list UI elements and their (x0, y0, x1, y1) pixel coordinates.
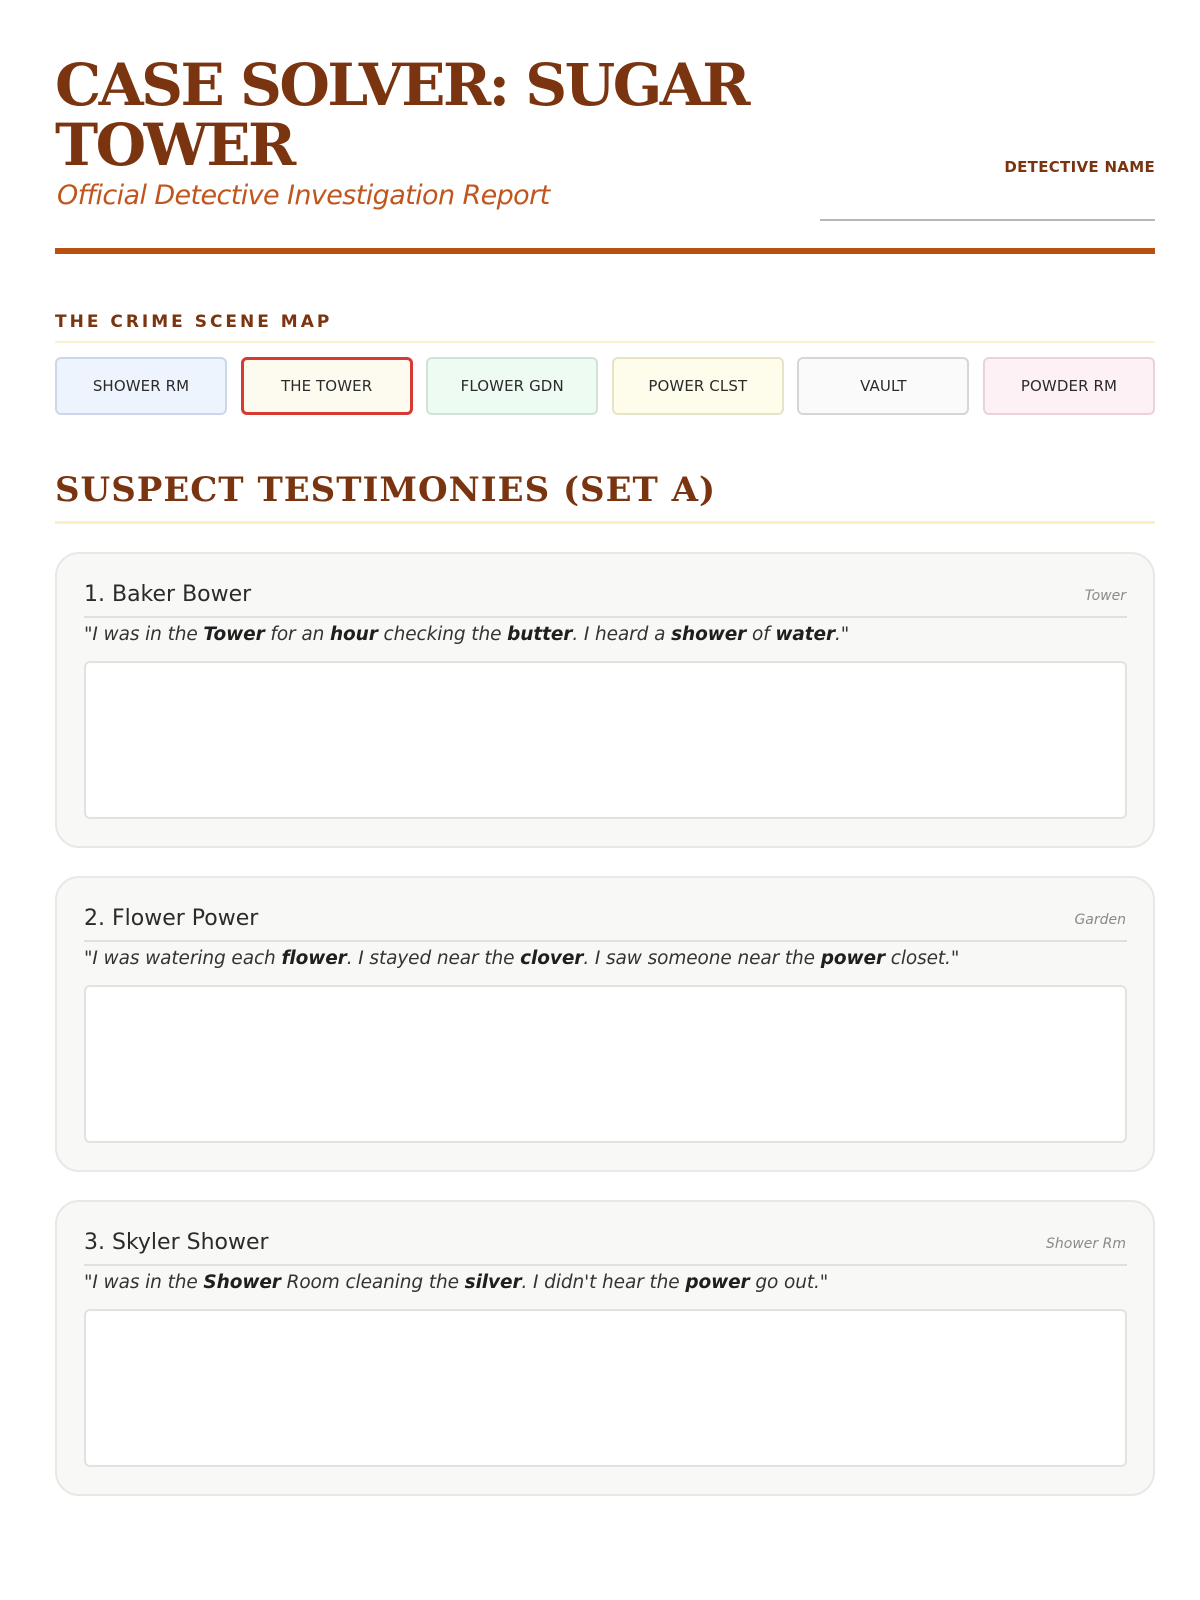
page-title: CASE SOLVER: SUGAR TOWER (55, 51, 748, 179)
quote-keyword: clover (520, 948, 584, 969)
testimony-card (55, 1200, 1155, 1496)
testimonies-divider (55, 521, 1155, 524)
quote-text: "I was in the (84, 624, 204, 645)
quote-keyword: butter (507, 624, 573, 645)
quote-text: . I stayed near the (346, 948, 521, 969)
quote-keyword: power (685, 1272, 750, 1293)
header-divider (55, 248, 1155, 254)
quote-text: of (746, 624, 776, 645)
quote-text: . I didn't hear the (521, 1272, 686, 1293)
suspect-quote (84, 624, 849, 645)
detective-name-label: DETECTIVE NAME (1004, 158, 1155, 176)
map-divider (55, 341, 1155, 343)
card-divider (84, 1264, 1127, 1266)
suspect-location: Tower (1084, 588, 1126, 604)
quote-keyword: Shower (203, 1272, 281, 1293)
suspect-name: 1. Baker Bower (84, 582, 252, 607)
quote-text: . I saw someone near the (583, 948, 821, 969)
suspect-quote (84, 948, 959, 969)
card-divider (84, 940, 1127, 942)
quote-text: "I was in the (84, 1272, 204, 1293)
worksheet-page (55, 0, 1155, 1600)
quote-text: . I heard a (572, 624, 672, 645)
testimony-card (55, 876, 1155, 1172)
quote-keyword: power (820, 948, 885, 969)
suspect-location: Garden (1074, 912, 1126, 928)
crime-scene-map (55, 357, 1155, 415)
crime-scene-map-heading: THE CRIME SCENE MAP (55, 312, 333, 332)
notes-box[interactable] (84, 985, 1127, 1143)
room-shower-rm: SHOWER RM (55, 357, 227, 415)
card-divider (84, 616, 1127, 618)
suspect-location: Shower Rm (1046, 1236, 1126, 1252)
testimony-card (55, 552, 1155, 848)
quote-text: go out." (749, 1272, 829, 1293)
quote-keyword: water (775, 624, 835, 645)
quote-text: Room cleaning the (280, 1272, 465, 1293)
suspect-name: 2. Flower Power (84, 906, 259, 931)
quote-keyword: hour (329, 624, 378, 645)
quote-keyword: flower (281, 948, 347, 969)
room-flower-gdn: FLOWER GDN (426, 357, 598, 415)
room-power-clst: POWER CLST (612, 357, 784, 415)
room-the-tower: THE TOWER (241, 357, 413, 415)
quote-text: checking the (377, 624, 508, 645)
notes-box[interactable] (84, 1309, 1127, 1467)
quote-keyword: silver (464, 1272, 522, 1293)
quote-text: for an (264, 624, 330, 645)
suspect-name: 3. Skyler Shower (84, 1230, 269, 1255)
suspect-quote (84, 1272, 828, 1293)
page-subtitle: Official Detective Investigation Report (57, 180, 550, 211)
page-header (55, 51, 1155, 255)
testimonies-heading: SUSPECT TESTIMONIES (SET A) (55, 470, 717, 510)
quote-text: closet." (884, 948, 960, 969)
quote-text: "I was watering each (84, 948, 282, 969)
room-vault: VAULT (797, 357, 969, 415)
detective-name-field[interactable] (820, 219, 1155, 221)
quote-keyword: Tower (203, 624, 265, 645)
notes-box[interactable] (84, 661, 1127, 819)
quote-text: ." (834, 624, 850, 645)
quote-keyword: shower (671, 624, 747, 645)
room-powder-rm: POWDER RM (983, 357, 1155, 415)
